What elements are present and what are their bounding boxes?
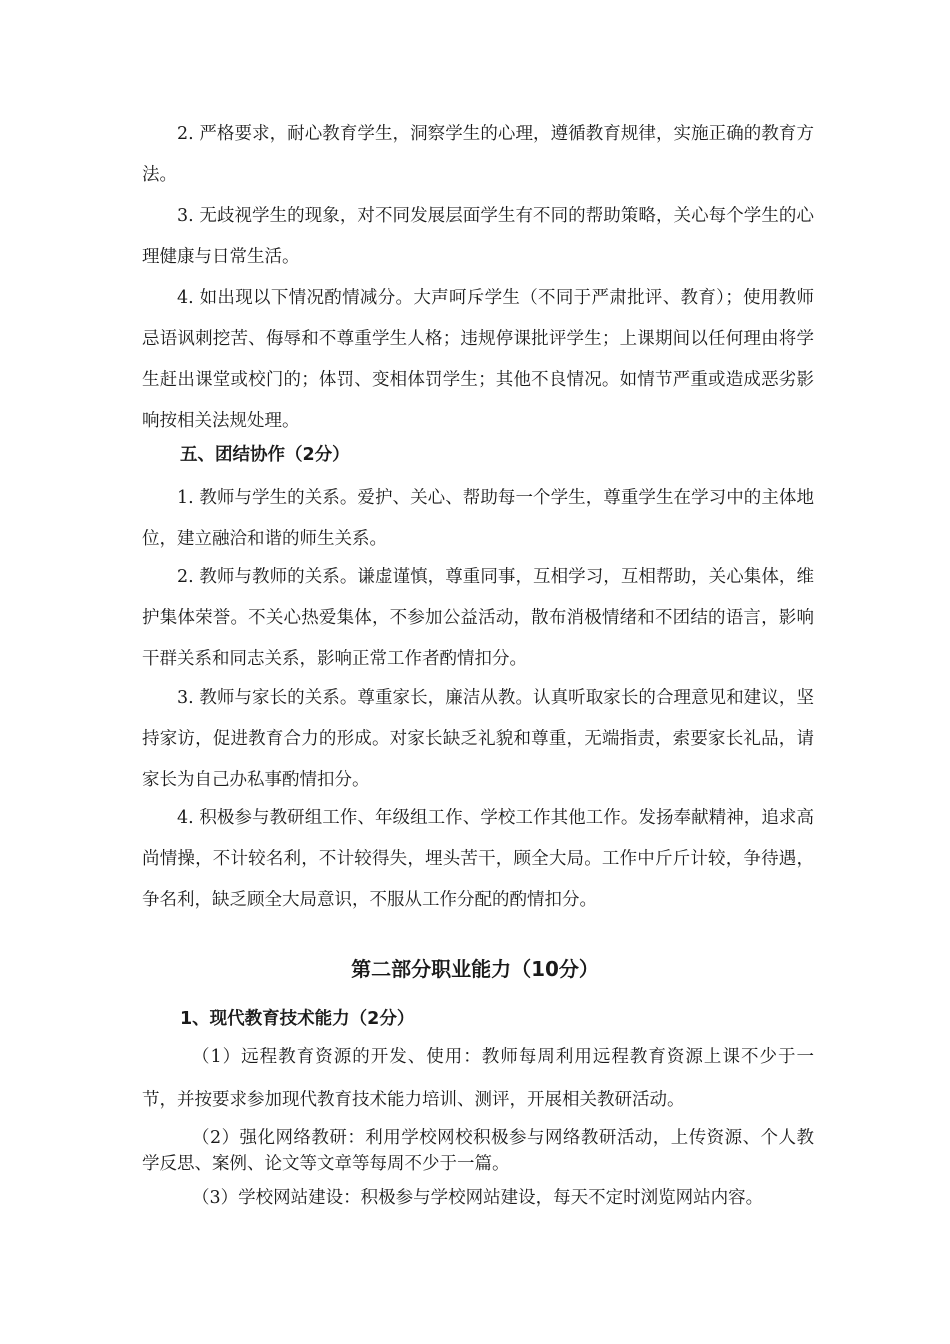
item-network-research: （2）强化网络教研：利用学校网校积极参与网络教研活动，上传资源、个人教学反思、案例、论文等文章等每周不少于一篇。 [142,1128,814,1174]
paragraph-deduction-cases: 4. 如出现以下情况酌情减分。大声呵斥学生（不同于严肃批评、教育）；使用教师忌语讽刺挖苦、侮辱和不尊重学生人格；违规停课批评学生；上课期间以任何理由将学生赶出课堂或校门的；体罚、变相体罚学生；其他不良情况。如情节严重或造成恶劣影响按相关法规处理。 [142,288,814,431]
section-heading-edu-tech: 1、现代教育技术能力（2分） [180,1009,415,1029]
section-heading-teamwork: 五、团结协作（2分） [180,445,350,465]
paragraph-teacher-teacher: 2. 教师与教师的关系。谦虚谨慎，尊重同事，互相学习，互相帮助，关心集体，维护集体荣誉。不关心热爱集体，不参加公益活动，散布消极情绪和不团结的语言，影响干群关系和同志关系，影响正常工作者酌情扣分。 [142,567,814,669]
item-school-website: （3）学校网站建设：积极参与学校网站建设，每天不定时浏览网站内容。 [192,1188,764,1208]
paragraph-work-participation: 4. 积极参与教研组工作、年级组工作、学校工作其他工作。发扬奉献精神，追求高尚情操，不计较名利，不计较得失，埋头苦干，顾全大局。工作中斤斤计较，争待遇，争名利，缺乏顾全大局意识，不服从工作分配的酌情扣分。 [142,808,814,910]
paragraph-teacher-parent: 3. 教师与家长的关系。尊重家长，廉洁从教。认真听取家长的合理意见和建议，坚持家访，促进教育合力的形成。对家长缺乏礼貌和尊重，无端指责，索要家长礼品，请家长为自己办私事酌情扣分。 [142,688,814,790]
paragraph-teacher-student: 1. 教师与学生的关系。爱护、关心、帮助每一个学生，尊重学生在学习中的主体地位，建立融洽和谐的师生关系。 [142,488,814,549]
part-title-professional-ability: 第二部分职业能力（10分） [351,957,599,981]
item-remote-education: （1）远程教育资源的开发、使用：教师每周利用远程教育资源上课不少于一节，并按要求参加现代教育技术能力培训、测评，开展相关教研活动。 [142,1047,814,1110]
paragraph-no-discrimination: 3. 无歧视学生的现象，对不同发展层面学生有不同的帮助策略，关心每个学生的心理健康与日常生活。 [142,206,814,267]
paragraph-strict-requirements: 2. 严格要求，耐心教育学生，洞察学生的心理，遵循教育规律，实施正确的教育方法。 [142,124,814,185]
